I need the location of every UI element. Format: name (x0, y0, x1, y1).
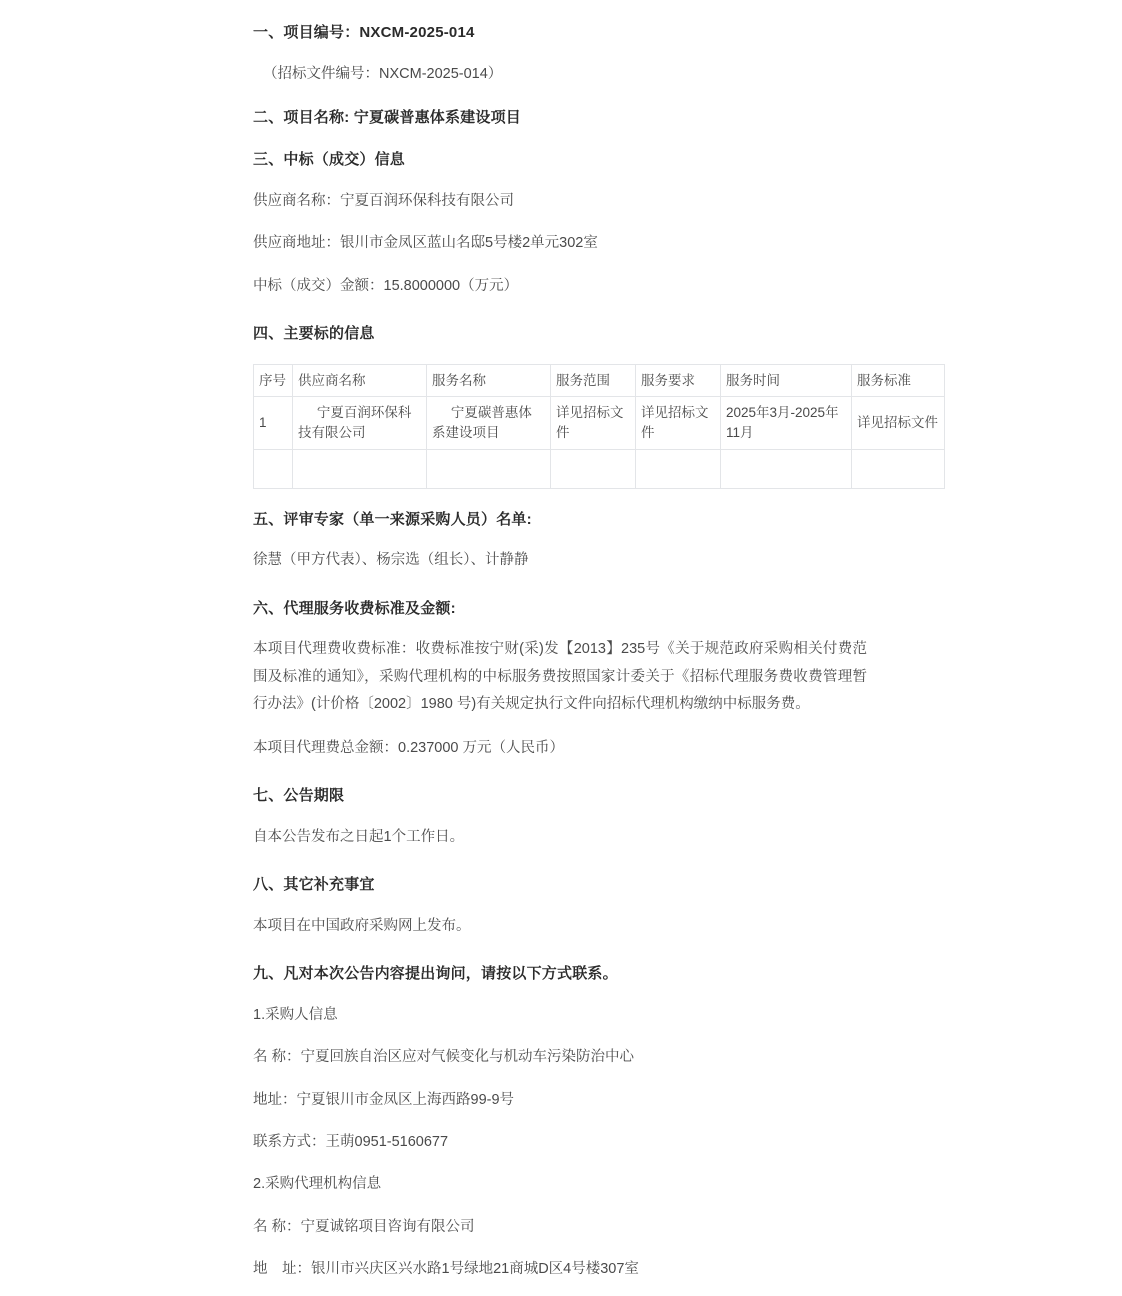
table-cell-service-scope (551, 449, 636, 488)
table-cell-service-std: 详见招标文件 (852, 397, 945, 449)
section-heading-project-name: 二、项目名称: 宁夏碳普惠体系建设项目 (253, 108, 521, 126)
purchaser-name: 名 称：宁夏回族自治区应对气候变化与机动车污染防治中心 (253, 1049, 635, 1066)
table-cell-service-time (721, 449, 852, 488)
table-row (254, 397, 945, 449)
table-row (254, 449, 945, 488)
section-heading-contact: 九、凡对本次公告内容提出询问，请按以下方式联系。 (253, 965, 618, 983)
table-header-service-time: 服务时间 (721, 364, 852, 397)
supplier-name: 供应商名称：宁夏百润环保科技有限公司 (253, 192, 514, 209)
table-header-service-req: 服务要求 (636, 364, 721, 397)
table-cell-service-std (852, 449, 945, 488)
section-heading-review-experts: 五、评审专家（单一来源采购人员）名单: (253, 510, 532, 528)
award-amount: 中标（成交）金额：15.8000000（万元） (253, 277, 519, 294)
main-subject-table (253, 364, 945, 489)
table-cell-service-time: 2025年3月-2025年11月 (721, 397, 852, 449)
table-header-row (254, 364, 945, 397)
table-header-service-std: 服务标准 (852, 364, 945, 397)
document-body (253, 14, 938, 1291)
table-cell-no (254, 449, 293, 488)
table-header-service-name: 服务名称 (427, 364, 551, 397)
agency-fee-total: 本项目代理费总金额：0.237000 万元（人民币） (253, 739, 565, 756)
purchaser-contact: 联系方式：王萌0951-5160677 (253, 1133, 449, 1150)
table-cell-supplier (293, 449, 427, 488)
table-header-service-scope: 服务范围 (551, 364, 636, 397)
agency-info-title: 2.采购代理机构信息 (253, 1176, 382, 1193)
purchaser-address: 地址：宁夏银川市金凤区上海西路99-9号 (253, 1091, 515, 1108)
table-cell-service-name: 宁夏碳普惠体系建设项目 (427, 397, 551, 449)
agency-address: 地 址：银川市兴庆区兴水路1号绿地21商城D区4号楼307室 (253, 1261, 639, 1278)
section-heading-main-subject-info: 四、主要标的信息 (253, 325, 375, 343)
section-heading-agency-fee: 六、代理服务收费标准及金额: (253, 599, 456, 617)
table-cell-supplier: 宁夏百润环保科技有限公司 (293, 397, 427, 449)
table-cell-service-scope: 详见招标文件 (551, 397, 636, 449)
table-cell-service-name (427, 449, 551, 488)
tender-file-number-note: （招标文件编号：NXCM-2025-014） (263, 65, 503, 82)
table-header-supplier: 供应商名称 (293, 364, 427, 397)
supplier-address: 供应商地址：银川市金凤区蓝山名邸5号楼2单元302室 (253, 235, 598, 252)
section-heading-award-info: 三、中标（成交）信息 (253, 151, 406, 169)
purchaser-info-title: 1.采购人信息 (253, 1006, 338, 1023)
agency-fee-standard: 本项目代理费收费标准：收费标准按宁财(采)发【2013】235号《关于规范政府采购相关付费范围及标准的通知》，采购代理机构的中标服务费按照国家计委关于《招标代理服务费收费管理暂行办法》(计价格〔2002〕1980 号)有关规定执行文件向招标代理机构缴纳中标服务费。 (253, 641, 867, 713)
table-header-no: 序号 (254, 364, 293, 397)
section-heading-announcement-period: 七、公告期限 (253, 787, 345, 805)
review-experts-list: 徐慧（甲方代表）、杨宗选（组长）、计静静 (253, 552, 529, 569)
announcement-period-body: 自本公告发布之日起1个工作日。 (253, 828, 465, 845)
section-heading-other-matters: 八、其它补充事宜 (253, 876, 375, 894)
other-matters-body: 本项目在中国政府采购网上发布。 (253, 917, 471, 934)
agency-name: 名 称：宁夏诚铭项目咨询有限公司 (253, 1218, 475, 1235)
table-cell-service-req (636, 449, 721, 488)
table-cell-service-req: 详见招标文件 (636, 397, 721, 449)
section-heading-project-number: 一、项目编号：NXCM-2025-014 (253, 24, 475, 41)
table-cell-no: 1 (254, 397, 293, 449)
